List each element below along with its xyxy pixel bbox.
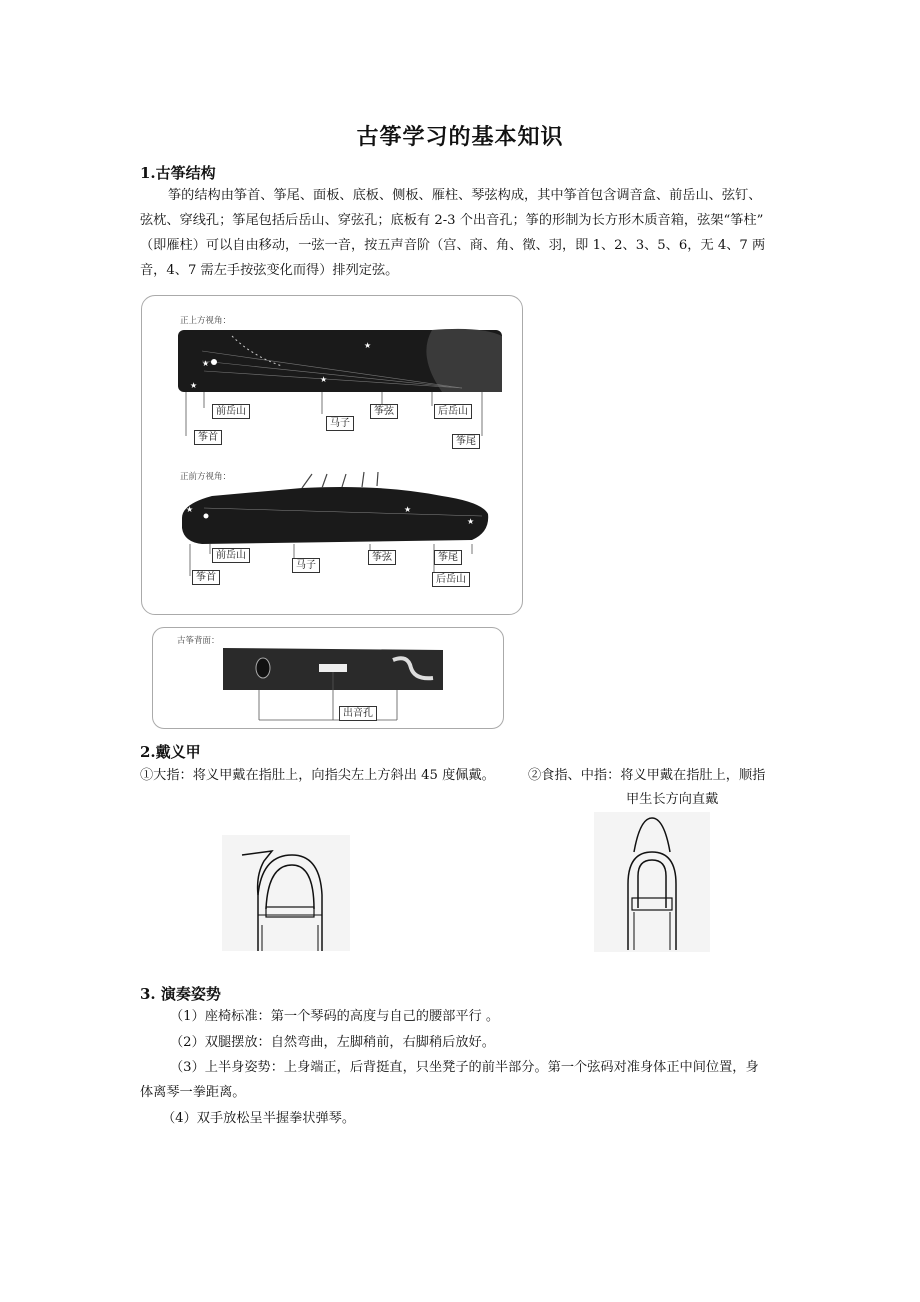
posture-item-4: （4）双手放松呈半握拳状弹琴。 bbox=[162, 1111, 356, 1126]
top-view-caption: 正上方视角： bbox=[180, 316, 232, 326]
label-strings-2: 筝弦 bbox=[368, 550, 396, 565]
svg-text:★: ★ bbox=[364, 341, 372, 350]
label-strings: 筝弦 bbox=[370, 404, 398, 419]
guzheng-structure-diagram bbox=[141, 295, 523, 615]
label-tail: 筝尾 bbox=[452, 434, 480, 449]
label-rear-bridge: 后岳山 bbox=[434, 404, 472, 419]
svg-text:★: ★ bbox=[467, 517, 475, 526]
finger-nail-illustration bbox=[594, 812, 710, 952]
label-front-bridge-2: 前岳山 bbox=[212, 548, 250, 563]
section-heading-structure: 1.古筝结构 bbox=[140, 164, 216, 182]
label-tail-2: 筝尾 bbox=[434, 550, 462, 565]
posture-item-3: （3）上半身姿势：上身端正，后背挺直，只坐凳子的前半部分。第一个弦码对准身体正中间位置，身 bbox=[170, 1060, 759, 1075]
svg-text:★: ★ bbox=[202, 359, 210, 368]
section-heading-posture: 3. 演奏姿势 bbox=[140, 985, 221, 1003]
thumb-nail-instruction: ①大指：将义甲戴在指肚上，向指尖左上方斜出 45 度佩戴。 bbox=[140, 768, 495, 783]
finger-nail-instruction-line-2: 甲生长方向直戴 bbox=[626, 792, 719, 807]
posture-item-3-continued: 体离琴一拳距离。 bbox=[140, 1085, 246, 1100]
structure-paragraph-line-3: （即雁柱）可以自由移动，一弦一音，按五声音阶（宫、商、角、徵、羽，即 1、2、3、5、6，无 4、7 两 bbox=[140, 238, 766, 253]
structure-paragraph-line-1: 筝的结构由筝首、筝尾、面板、底板、侧板、雁柱、琴弦构成，其中筝首包含调音盒、前岳山、弦钉、 bbox=[168, 188, 762, 203]
front-view-caption: 正前方视角： bbox=[180, 472, 232, 482]
posture-item-2: （2）双腿摆放：自然弯曲，左脚稍前，右脚稍后放好。 bbox=[170, 1035, 495, 1050]
svg-text:★: ★ bbox=[320, 375, 328, 384]
svg-text:★: ★ bbox=[186, 505, 194, 514]
guzheng-illustration bbox=[142, 296, 522, 614]
label-rear-bridge-2: 后岳山 bbox=[432, 572, 470, 587]
section-heading-nails: 2.戴义甲 bbox=[140, 743, 201, 761]
svg-text:★: ★ bbox=[190, 381, 198, 390]
back-view-caption: 古筝背面： bbox=[177, 636, 220, 646]
finger-nail-instruction-line-1: ②食指、中指：将义甲戴在指肚上，顺指 bbox=[528, 768, 766, 783]
label-head: 筝首 bbox=[194, 430, 222, 445]
posture-item-1: （1）座椅标准：第一个琴码的高度与自己的腰部平行 。 bbox=[170, 1009, 500, 1024]
thumb-nail-illustration bbox=[222, 835, 350, 951]
guzheng-back-diagram bbox=[152, 627, 504, 729]
guzheng-back-illustration bbox=[153, 628, 503, 728]
label-bridge-piece: 马子 bbox=[326, 416, 354, 431]
structure-paragraph-line-4: 音，4、7 需左手按弦变化而得）排列定弦。 bbox=[140, 263, 399, 278]
label-head-2: 筝首 bbox=[192, 570, 220, 585]
svg-text:★: ★ bbox=[404, 505, 412, 514]
label-sound-hole: 出音孔 bbox=[339, 706, 377, 721]
structure-paragraph-line-2: 弦枕、穿线孔；筝尾包括后岳山、穿弦孔；底板有 2-3 个出音孔；筝的形制为长方形木质音箱，弦架“筝柱” bbox=[140, 213, 764, 228]
label-bridge-piece-2: 马子 bbox=[292, 558, 320, 573]
page-title: 古筝学习的基本知识 bbox=[356, 124, 564, 150]
label-front-bridge: 前岳山 bbox=[212, 404, 250, 419]
